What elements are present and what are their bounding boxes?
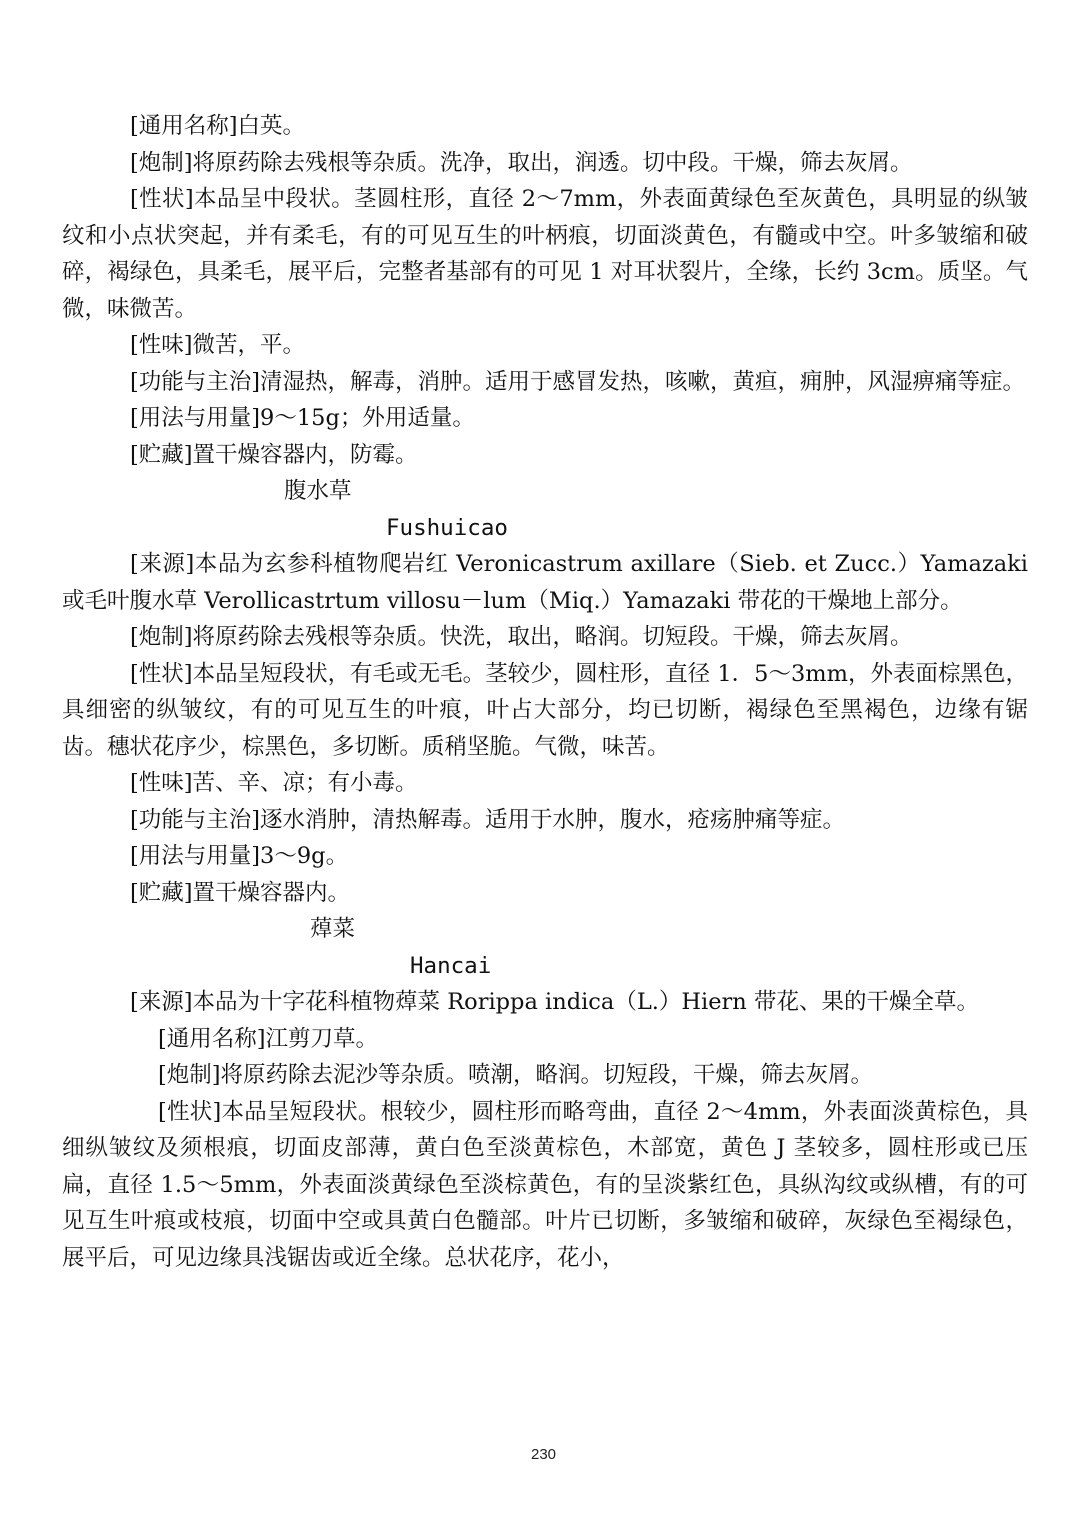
document-page	[62, 108, 1028, 1276]
function-paragraph: [功能与主治]逐水消肿，清热解毒。适用于水肿，腹水，疮疡肿痛等症。	[130, 806, 846, 833]
common-name-paragraph: [通用名称]江剪刀草。	[158, 1025, 379, 1052]
function-paragraph: [功能与主治]清湿热，解毒，消肿。适用于感冒发热，咳嗽，黄疸，痈肿，风湿痹痛等症。	[130, 368, 1026, 395]
source-paragraph: [来源]本品为玄参科植物爬岩红 Veronicastrum axillare（Sieb. et Zucc.）Yamazaki 或毛叶腹水草 Verollicastrtum villosu－lum（Miq.）Yamazaki 带花的干燥地上部分。	[62, 551, 1028, 614]
description-paragraph: [性状]本品呈中段状。茎圆柱形，直径 2～7mm，外表面黄绿色至灰黄色，具明显的纵皱纹和小点状突起，并有柔毛，有的可见互生的叶柄痕，切面淡黄色，有髓或中空。叶多皱缩和破碎，褐绿色，具柔毛，展平后，完整者基部有的可见 1 对耳状裂片，全缘，长约 3cm。质坚。气微，味微苦。	[62, 186, 1028, 322]
source-paragraph: [来源]本品为十字花科植物蔊菜 Rorippa indica（L.）Hiern 带花、果的干燥全草。	[130, 989, 979, 1015]
processing-paragraph: [炮制]将原药除去泥沙等杂质。喷潮，略润。切短段，干燥，筛去灰屑。	[158, 1062, 874, 1088]
entry-title-pinyin: Fushuicao	[386, 514, 508, 541]
common-name-paragraph: [通用名称]白英。	[130, 113, 306, 139]
processing-paragraph: [炮制]将原药除去残根等杂质。快洗，取出，略润。切短段。干燥，筛去灰屑。	[130, 624, 913, 650]
processing-paragraph: [炮制]将原药除去残根等杂质。洗净，取出，润透。切中段。干燥，筛去灰屑。	[130, 149, 913, 176]
entry-title-pinyin: Hancai	[410, 952, 492, 979]
taste-paragraph: [性味]微苦，平。	[130, 332, 306, 358]
storage-paragraph: [贮藏]置干燥容器内，防霉。	[130, 441, 418, 468]
storage-paragraph: [贮藏]置干燥容器内。	[130, 879, 351, 906]
entry-title-chinese: 蔊菜	[310, 916, 356, 942]
description-paragraph: [性状]本品呈短段状。根较少，圆柱形而略弯曲，直径 2～4mm，外表面淡黄棕色，具细纵皱纹及须根痕，切面皮部薄，黄白色至淡黄棕色，木部宽，黄色 J 茎较多，圆柱形或已压扁，直径 1.5～5mm，外表面淡黄绿色至淡棕黄色，有的呈淡紫红色，具纵沟纹或纵槽，有的可见互生叶痕或枝痕，切面中空或具黄白色髓部。叶片已切断，多皱缩和破碎，灰绿色至褐绿色，展平后，可见边缘具浅锯齿或近全缘。总状花序，花小，	[62, 1098, 1028, 1271]
usage-paragraph: [用法与用量]3～9g。	[130, 843, 349, 869]
page-number: 230	[530, 1446, 557, 1463]
taste-paragraph: [性味]苦、辛、凉；有小毒。	[130, 770, 418, 796]
entry-title-chinese: 腹水草	[284, 478, 352, 504]
description-paragraph: [性状]本品呈短段状，有毛或无毛。茎较少，圆柱形，直径 1．5～3mm，外表面棕黑色，具细密的纵皱纹，有的可见互生的叶痕，叶占大部分，均已切断，褐绿色至黑褐色，边缘有锯齿。穗状花序少，棕黑色，多切断。质稍坚脆。气微，味苦。	[62, 660, 1028, 760]
usage-paragraph: [用法与用量]9～15g；外用适量。	[130, 405, 475, 431]
